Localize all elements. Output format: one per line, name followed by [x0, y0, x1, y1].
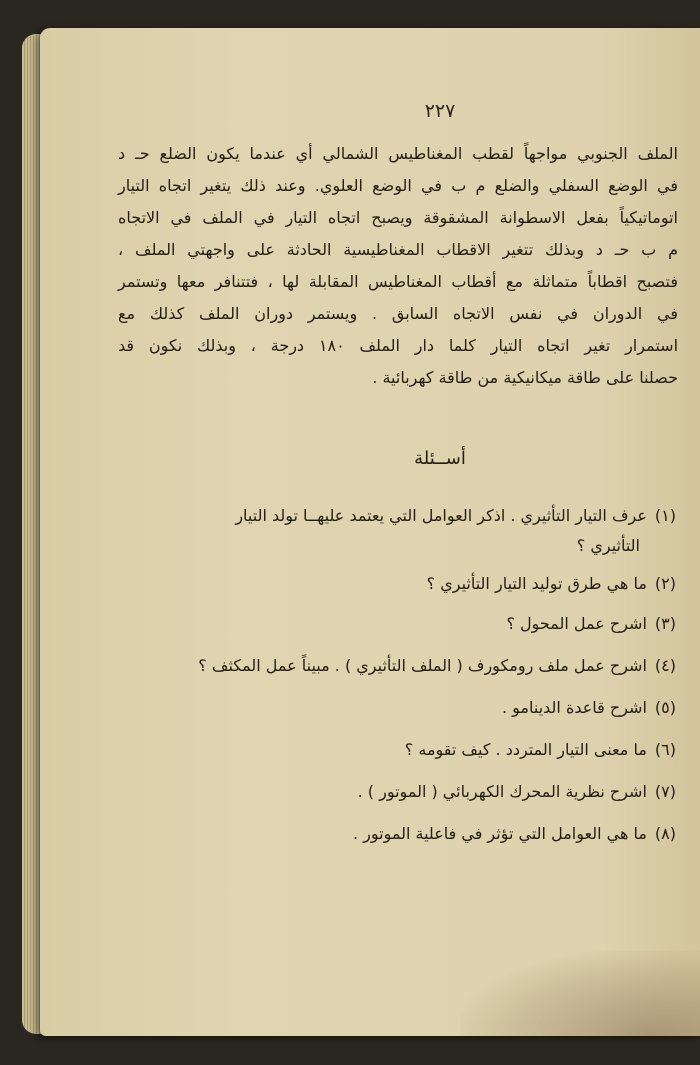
paragraph-line: فتصبح اقطاباً متماثلة مع أقطاب المغناطيس المقابلة لها ، فتتنافر معها وتستمر — [118, 272, 678, 291]
question-number: (٦) — [654, 740, 676, 759]
book-page — [40, 28, 700, 1036]
paragraph-line: م ب حـ د وبذلك تتغير الاقطاب المغناطيسية الحادثة على واجهتي الملف ، — [118, 240, 678, 259]
paragraph-line: في الوضع السفلي والضلع م ب في الوضع العلوي. وعند ذلك يتغير اتجاه التيار — [118, 176, 678, 195]
question-text: اشرح عمل المحول ؟ — [506, 614, 647, 633]
question-text: اشرح عمل ملف رومكورف ( الملف التأثيري ) . مبيناً عمل المكثف ؟ — [198, 656, 647, 675]
paragraph-line: استمرار تغير اتجاه التيار كلما دار الملف ١٨٠ درجة ، وبذلك نكون قد — [118, 336, 679, 355]
question-number: (١) — [654, 506, 676, 525]
paragraph-line: اتوماتيكياً بفعل الاسطوانة المشقوقة ويصبح اتجاه التيار في الملف في الاتجاه — [118, 208, 678, 227]
questions-heading: أســئلة — [414, 448, 466, 469]
question-number: (٣) — [654, 614, 676, 633]
page-stain — [460, 951, 700, 1036]
question-text: ما هي العوامل التي تؤثر في فاعلية الموتور . — [352, 824, 647, 843]
question-item — [116, 614, 676, 633]
question-item — [116, 506, 676, 525]
question-number: (٤) — [654, 656, 676, 675]
question-continuation: التأثيري ؟ — [576, 536, 640, 555]
question-number: (٥) — [654, 698, 676, 717]
question-text: ما هي طرق توليد التيار التأثيري ؟ — [426, 574, 647, 593]
paragraph-line: الملف الجنوبي مواجهاً لقطب المغناطيس الشمالي أي عندما يكون الضلع حـ د — [118, 144, 678, 163]
question-item — [116, 740, 676, 759]
question-text: عرف التيار التأثيري . اذكر العوامل التي يعتمد عليهــا تولد التيار — [235, 506, 647, 525]
question-number: (٨) — [654, 824, 676, 843]
question-text: اشرح قاعدة الدينامو . — [501, 698, 647, 717]
paragraph-line: في الدوران في نفس الاتجاه السابق . ويستمر دوران الملف كذلك مع — [118, 304, 678, 323]
question-item — [116, 574, 676, 593]
question-item — [116, 698, 676, 717]
paragraph-line: حصلنا على طاقة ميكانيكية من طاقة كهربائية . — [372, 368, 678, 387]
question-text: اشرح نظرية المحرك الكهربائي ( الموتور ) . — [357, 782, 647, 801]
question-item — [116, 824, 676, 843]
question-number: (٧) — [654, 782, 676, 801]
question-item — [116, 656, 676, 675]
question-text: ما معنى التيار المتردد . كيف تقومه ؟ — [404, 740, 647, 759]
question-number: (٢) — [654, 574, 676, 593]
page-number: ٢٢٧ — [424, 100, 456, 122]
question-item — [116, 782, 676, 801]
